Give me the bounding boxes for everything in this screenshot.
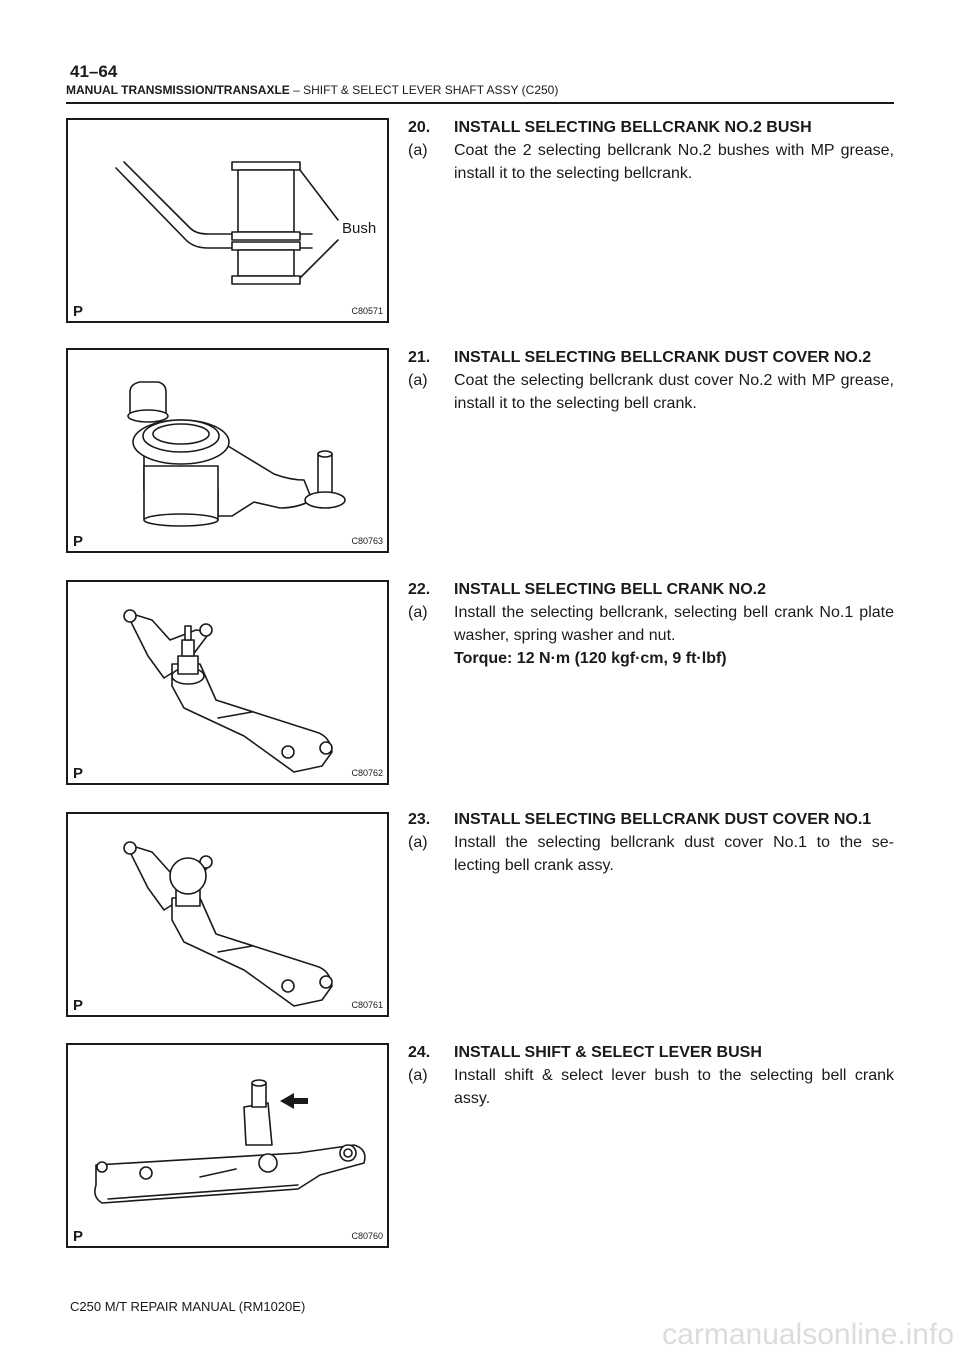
figure-dust-cover-no2 [66,348,389,553]
step-heading [408,808,894,831]
step-title: INSTALL SELECTING BELLCRANK DUST COVER NO.1 [454,811,872,828]
step-number: 24. [408,1044,431,1061]
dust-cover-illustration [68,350,387,551]
figure-marker: P [73,997,84,1014]
figure-lever-bush [66,1043,389,1248]
step-substep [408,139,894,185]
substep-tag: (a) [408,604,428,621]
step-title: INSTALL SELECTING BELL CRANK NO.2 [454,581,767,598]
manual-footer: C250 M/T REPAIR MANUAL (RM1020E) [70,1299,306,1314]
substep-text: Install the selecting bellcrank, selecting bell crank No.1 plate washer, spring washer and nut. [454,604,894,644]
bell-crank-illustration [68,582,387,783]
substep-tag: (a) [408,372,428,389]
step-23 [408,808,894,877]
torque-spec: Torque: 12 N·m (120 kgf·cm, 9 ft·lbf) [454,650,727,667]
substep-text: Coat the 2 selecting bellcrank No.2 bushes with MP grease, install it to the selecting bellcrank. [454,142,894,182]
header-rule [66,102,894,104]
step-22 [408,578,894,670]
figure-code: C80761 [351,1000,383,1010]
header-separator: – [289,83,304,97]
figure-marker: P [73,303,84,320]
figure-code: C80763 [351,536,383,546]
substep-text: Coat the selecting bellcrank dust cover No.2 with MP grease, install it to the selecting bell crank. [454,372,894,412]
step-24 [408,1041,894,1110]
dust-cover-no1-illustration [68,814,387,1015]
step-number: 22. [408,581,431,598]
step-number: 21. [408,349,431,366]
step-title: INSTALL SHIFT & SELECT LEVER BUSH [454,1044,762,1061]
section-title: MANUAL TRANSMISSION/TRANSAXLE [66,83,290,97]
substep-text: Install the selecting bellcrank dust cover No.1 to the se- lecting bell crank assy. [454,834,894,874]
step-title: INSTALL SELECTING BELLCRANK NO.2 BUSH [454,119,812,136]
figure-code: C80762 [351,768,383,778]
step-number: 23. [408,811,431,828]
substep-tag: (a) [408,142,428,159]
bush-illustration [68,120,387,321]
figure-code: C80760 [351,1231,383,1241]
step-substep [408,831,894,877]
running-header [66,83,558,97]
figure-code: C80571 [351,306,383,316]
step-substep [408,369,894,415]
step-heading [408,116,894,139]
step-heading [408,346,894,369]
page-number: 41–64 [70,62,118,81]
figure-marker: P [73,533,84,550]
step-title: INSTALL SELECTING BELLCRANK DUST COVER NO.2 [454,349,872,366]
substep-tag: (a) [408,1067,428,1084]
step-21 [408,346,894,415]
step-number: 20. [408,119,431,136]
subsection-title: SHIFT & SELECT LEVER SHAFT ASSY (C250) [303,83,559,97]
figure-marker: P [73,765,84,782]
watermark: carmanualsonline.info [662,1318,954,1351]
lever-bush-illustration [68,1045,387,1246]
figure-bush [66,118,389,323]
bush-callout: Bush [342,220,377,237]
substep-text: Install shift & select lever bush to the selecting bell crank assy. [454,1067,894,1107]
step-heading [408,578,894,601]
step-substep [408,601,894,647]
figure-marker: P [73,1228,84,1245]
figure-bell-crank-no2 [66,580,389,785]
substep-tag: (a) [408,834,428,851]
step-20 [408,116,894,185]
figure-dust-cover-no1 [66,812,389,1017]
step-heading [408,1041,894,1064]
step-substep [408,1064,894,1110]
